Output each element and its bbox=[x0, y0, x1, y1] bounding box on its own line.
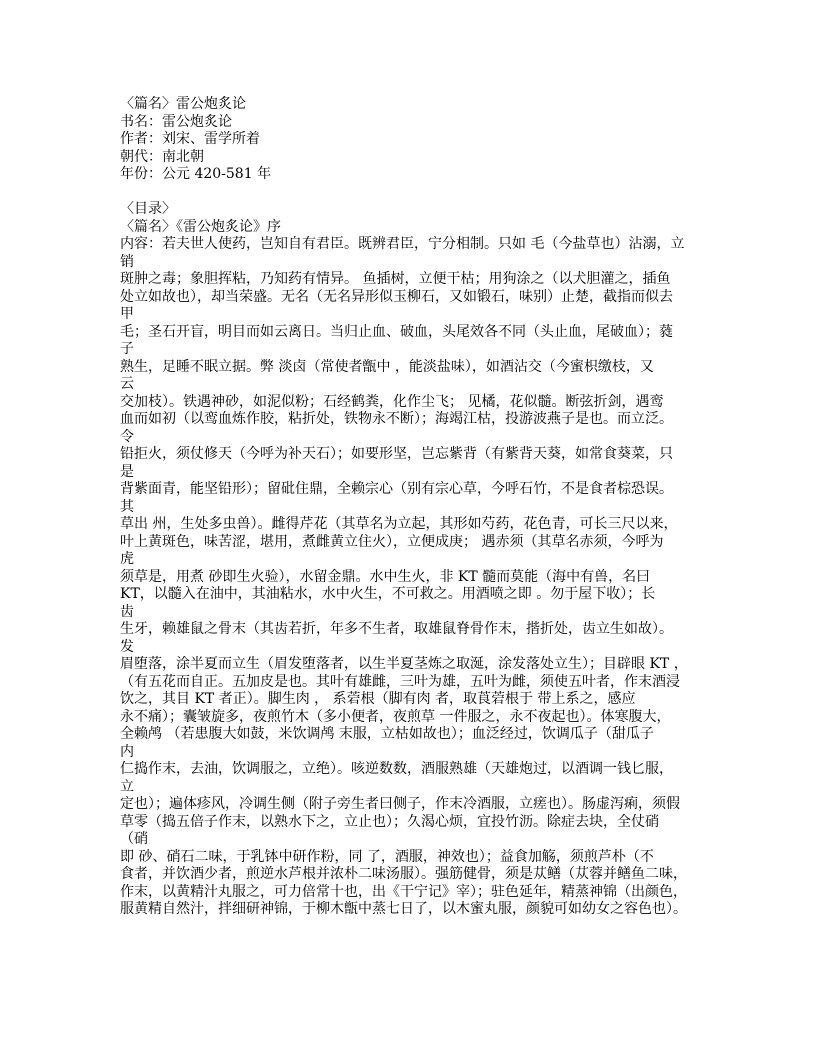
content-line: 眉堕落，涂半夏而立生（眉发堕落者，以生半夏茎炼之取涎，涂发落处立生）；目辟眼 KT ， bbox=[120, 656, 688, 672]
content-line: 定也）；遍体疹风，冷调生侧（附子旁生者曰侧子，作末冷酒服，立瘥也）。肠虚泻痢，须假 bbox=[120, 796, 680, 812]
spacer bbox=[120, 184, 700, 202]
content-line: 饮之，其目 KT 者正）。脚生肉 ， 系菪根（脚有肉 者，取莨菪根于 带上系之，感应 bbox=[120, 691, 636, 707]
book-name: 书名：雷公炮炙论 bbox=[120, 113, 232, 130]
content-line: 叶上黄斑色，味苦涩，堪用，煮雌黄立住火），立便成庚； 遇赤须（其草名赤须，今呼为 bbox=[120, 533, 664, 550]
content-line: （有五花而自正。五加皮是也。其叶有雄雌，三叶为雄，五叶为雌，须使五叶者，作末酒浸 bbox=[120, 673, 680, 690]
content-line: 背紫面青，能坚铅形）；留砒住鼎，全赖宗心（别有宗心草，今呼石竹，不是食者棕恐误。 bbox=[120, 481, 673, 497]
content-line: 服黄精自然汁，拌细研神锦，于柳木甑中蒸七日了，以木蜜丸服，颜貌可如幼女之容色也）。 bbox=[120, 901, 687, 917]
content-line: 立 bbox=[120, 778, 134, 795]
content-line: 熟生，足睡不眠立据。弊 淡卤（常使者甑中 ，能淡盐味），如酒沾交（今蜜枳缴枝，又 bbox=[120, 358, 654, 375]
toc-tag: 〈目录〉 bbox=[120, 201, 176, 217]
content-line: 铅拒火，须仗修天（今呼为补天石）；如要形坚，岂忘紫背（有紫背天葵，如常食葵菜，只 bbox=[120, 446, 673, 462]
content-line: 全赖鸬 （若患腹大如鼓，米饮调鸬 末服，立枯如故也）；血泛经过，饮调瓜子（甜瓜子 bbox=[120, 726, 654, 742]
content-line: 即 砂、硝石二味，于乳钵中研作粉，同 了，酒服，神效也）；益食加觞，须煎芦朴（不 bbox=[120, 848, 654, 865]
content-line: 毛；圣石开盲，明目而如云离日。当归止血、破血，头尾效各不同（头止血，尾破血）；蕤 bbox=[120, 323, 673, 340]
content-line: 云 bbox=[120, 376, 134, 392]
content-line: 齿 bbox=[120, 603, 134, 620]
dynasty: 朝代：南北朝 bbox=[120, 148, 204, 165]
document-page bbox=[120, 96, 700, 919]
chapter-title: 〈篇名〉《雷公炮炙论》序 bbox=[120, 218, 281, 235]
year: 年份：公元 420-581 年 bbox=[120, 166, 272, 182]
content-line: 须草是，用煮 砂即生火验），水留金鼎。水中生火，非 KT 髓而莫能（海中有兽，名曰 bbox=[120, 568, 651, 585]
content-line: 永不痛）；囊皱旋多，夜煎竹木（多小便者，夜煎草 一件服之，永不夜起也）。体寒腹大， bbox=[120, 708, 671, 725]
content-line: 仁捣作末，去油，饮调服之，立绝）。咳逆数数，酒服熟雄（天雄炮过，以酒调一钱匕服， bbox=[120, 761, 673, 777]
content-line: 其 bbox=[120, 498, 134, 515]
content-line: KT，以髓入在油中，其油粘水，水中火生，不可救之。用酒喷之即 。勿于屋下收）；长 bbox=[120, 586, 656, 602]
content-line: 内 bbox=[120, 743, 134, 760]
content-line: 生牙，赖雄鼠之骨末（其齿若折，年多不生者，取雄鼠脊骨作末，揩折处，齿立生如故）。 bbox=[120, 621, 673, 637]
content-line: 处立如故也），却当荣盛。无名（无名异形似玉柳石，又如锻石，味别）止楚，截指而似去 bbox=[120, 288, 673, 305]
content-line: 发 bbox=[120, 638, 134, 655]
content-line: 草出 州，生处多虫兽）。雌得芹花（其草名为立起，其形如芍药，花色青，可长三尺以来， bbox=[120, 516, 678, 532]
content-line: 作末，以黄精汁丸服之，可力倍常十也，出《干宁记》宰）；驻色延年，精蒸神锦（出颜色， bbox=[120, 883, 687, 900]
content-line: 内容：若夫世人使药，岂知自有君臣。既辨君臣，宁分相制。只如 毛（今盐草也）沾溺，立 bbox=[120, 236, 685, 252]
content-body bbox=[120, 236, 700, 919]
content-line: 虎 bbox=[120, 551, 134, 567]
content-line: 销 bbox=[120, 253, 134, 270]
content-line: 血而如初（以鸾血炼作胶，粘折处，铁物永不断）；海竭江枯，投游波燕子是也。而立泛。 bbox=[120, 411, 673, 427]
content-line: 子 bbox=[120, 341, 134, 357]
content-line: 食者，并饮酒少者，煎逆水芦根并浓朴二味汤服）。强筋健骨，须是苁鳝（苁蓉并鳝鱼二味， bbox=[120, 866, 687, 882]
author: 作者：刘宋、雷学所着 bbox=[120, 131, 260, 147]
content-line: 甲 bbox=[120, 306, 134, 322]
section-tag: 〈篇名〉雷公炮炙论 bbox=[120, 96, 246, 112]
content-line: 斑肿之毒；象胆挥粘，乃知药有情异。 鱼插树，立便干枯；用狗涂之（以犬胆灌之，插鱼 bbox=[120, 271, 671, 287]
content-line: （硝 bbox=[120, 831, 148, 847]
content-line: 令 bbox=[120, 428, 134, 445]
content-line: 草零（捣五倍子作末，以熟水下之，立止也）；久渴心烦，宜投竹沥。除症去块，全仗硝 bbox=[120, 813, 659, 830]
content-line: 交加枝）。铁遇神砂，如泥似粉；石经鹤粪，化作尘飞； 见橘，花似髓。断弦折剑，遇鸾 bbox=[120, 393, 664, 410]
content-line: 是 bbox=[120, 463, 134, 480]
